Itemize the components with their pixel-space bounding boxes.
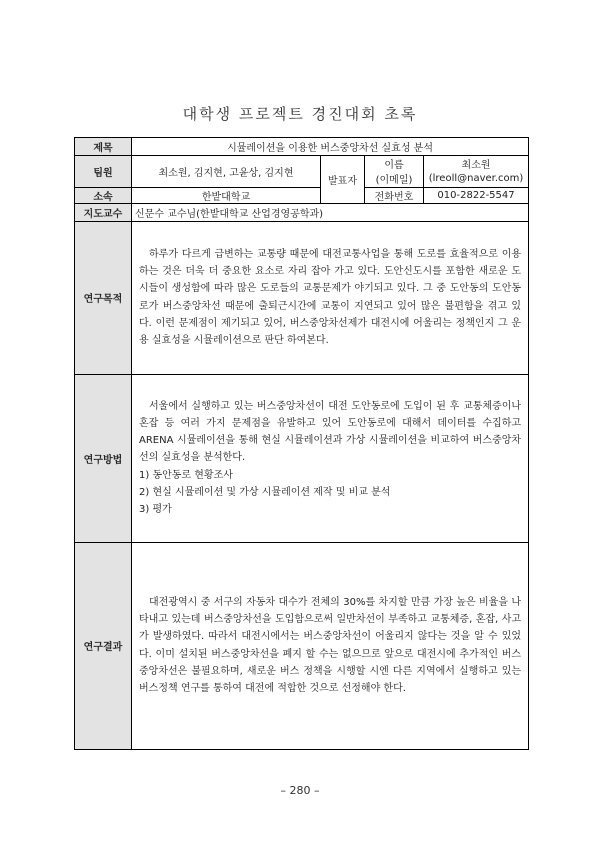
purpose-cell [132,221,529,374]
method-row [75,374,529,542]
purpose-text: 하루가 다르게 급변하는 교통량 때문에 대전교통사업을 통해 도로를 효율적으로 이용하는 것은 더욱 더 중요한 요소로 자리 잡아 가고 있다. 도안신도시를 포함한 새로운 도시들이 생성함에 따라 많은 도로들의 교통문제가 야기되고 있다. 그 중 도안동의 도안동로가 버스중앙차선 때문에 출퇴근시간에 교통이 지연되고 있어 많은 불편함을 겪고 있다. 이런 문제점이 제기되고 있어, 버스중앙차선제가 대전시에 어울리는 정책인지 그 운용 실효성을 시뮬레이션으로 판단 하여본다. [139,248,522,346]
method-item: 2) 현실 시뮬레이션 및 가상 시뮬레이션 제작 및 비교 분석 [139,486,391,498]
document-title: 대학생 프로젝트 경진대회 초록 [182,105,418,123]
advisor-label: 지도교수 [75,203,132,221]
email-label: (이메일) [365,171,424,187]
method-label: 연구방법 [75,374,132,542]
advisor-value: 신문수 교수님(한밭대학교 산업경영공학과) [132,203,529,221]
abstract-form-table [74,137,529,750]
purpose-row [75,221,529,374]
method-cell [132,374,529,542]
method-item: 3) 평가 [139,504,172,515]
purpose-paragraph [139,246,521,349]
name-label: 이름 [365,156,424,172]
affiliation-row [75,187,529,203]
method-text: 서울에서 실행하고 있는 버스중앙차선이 대전 도안동로에 도입이 된 후 교통체증이나 혼잡 등 여러 가지 문제점을 유발하고 있어 도안동로에 대해서 데이터를 수집하고 ARENA 시뮬레이션을 통해 현실 시뮬레이션과 가상 시뮬레이션을 비교하여 버스중앙차선의 실효성을 분석한다. [139,400,522,464]
team-row-1 [75,156,529,172]
result-paragraph [139,594,521,697]
method-paragraph [139,398,521,467]
method-item: 1) 동안동로 현황조사 [139,469,233,481]
result-label: 연구결과 [75,542,132,749]
result-cell [132,542,529,749]
subject-value: 시뮬레이션을 이용한 버스중앙차선 실효성 분석 [132,138,529,156]
result-row [75,542,529,749]
team-label: 팀원 [75,156,132,188]
subject-row [75,138,529,156]
presenter-email: (lreoll@naver.com) [424,171,529,187]
affiliation-label: 소속 [75,187,132,203]
phone-label: 전화번호 [365,187,424,203]
advisor-row [75,203,529,221]
presenter-name: 최소원 [424,156,529,172]
result-text: 대전광역시 중 서구의 자동차 대수가 전체의 30%를 차지할 만큼 가장 높은 비율을 나타내고 있는데 버스중앙차선을 도입함으로써 일반차선이 부족하고 교통체증, 혼잡, 사고가 발생하였다. 따라서 대전시에서는 버스중앙차선이 어울리지 않다는 것을 알 수 있었다. 이미 설치된 버스중앙차선을 폐지 할 수는 없으므로 앞으로 대전시에 추가적인 버스중앙차선은 불필요하며, 새로운 버스 정책을 시행할 시엔 다른 지역에서 실행하고 있는 버스정책 연구를 통하여 대전에 적합한 것으로 선정해야 한다. [139,596,522,694]
purpose-label: 연구목적 [75,221,132,374]
subject-label: 제목 [75,138,132,156]
phone-value: 010-2822-5547 [424,187,529,203]
page-number: – 280 – [280,784,320,797]
affiliation-value: 한밭대학교 [132,187,321,203]
team-value: 최소원, 김지현, 고윤상, 김지현 [132,156,321,188]
presenter-label: 발표자 [321,156,365,204]
